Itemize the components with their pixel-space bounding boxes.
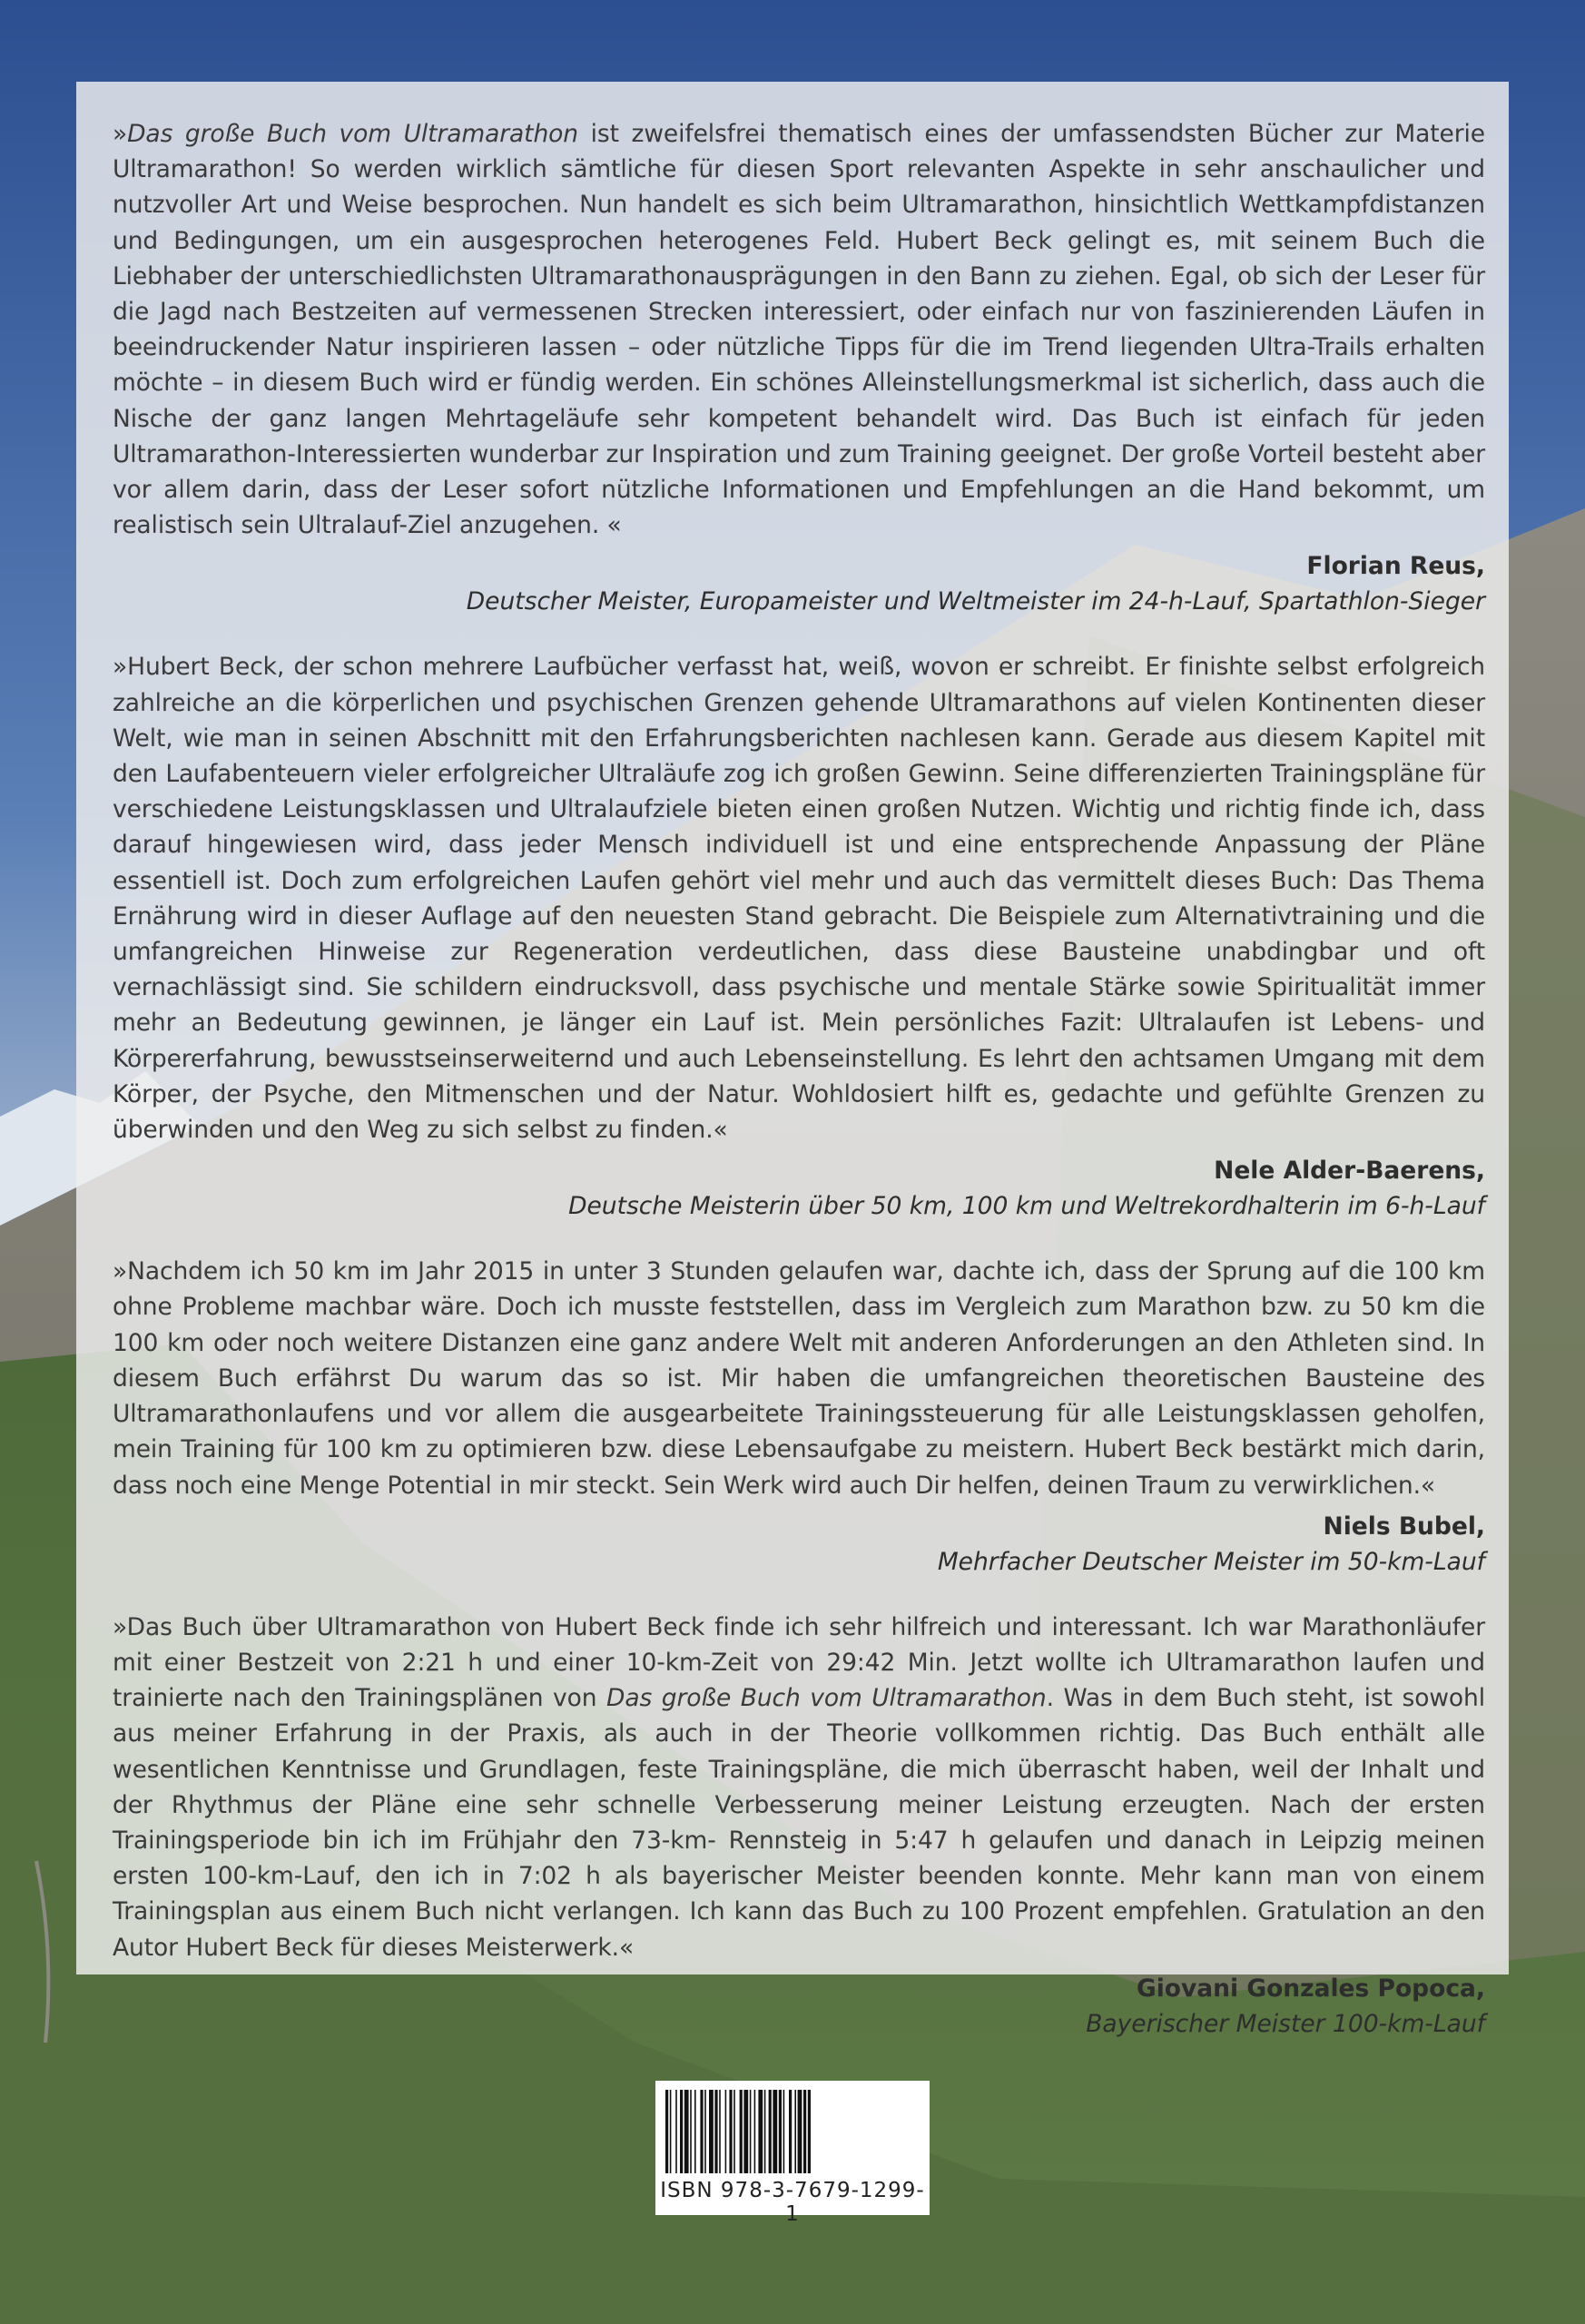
review-giovani-gonzales-popoca [113, 1610, 1485, 2042]
review-niels-bubel [113, 1254, 1485, 1579]
reviewer-name: Niels Bubel, [1323, 1512, 1485, 1541]
quote-body-end: . Was in dem Buch steht, ist sowohl aus meiner Erfahrung in der Praxis, als auch in der Theorie vollkommen richtig. Das Buch enthält alle wesentlichen Kenntnisse und Grundlagen, feste Trainingspläne, die mich überrascht haben, weil der Inhalt und der Rhythmus der Pläne eine sehr schnelle Verbesserung meiner Leistung erzeugten. Nach der ersten Trainingsperiode bin ich im Frühjahr den 73-km- Rennsteig in 5:47 h gelaufen und danach in Leipzig meinen ersten 100-km-Lauf, den ich in 7:02 h als bayerischer Meister beenden konnte. Mehr kann man von einem Trainingsplan aus einem Buch nicht verlangen. Ich kann das Buch zu 100 Prozent empfehlen. Gratulation an den Autor Hubert Beck für dieses Meisterwerk.« [113, 1684, 1485, 1962]
review-text: »Nachdem ich 50 km im Jahr 2015 in unter 3 Stunden gelaufen war, dachte ich, dass der Sprung auf die 100 km ohne Probleme machbar wäre. Doch ich musste feststellen, dass im Vergleich zum Marathon bzw. zu 50 km die 100 km oder noch weitere Distanzen eine ganz andere Welt mit anderen Anforderungen an den Athleten sind. In diesem Buch erfährst Du warum das so ist. Mir haben die umfangreichen theoretischen Bausteine des Ultramarathonlaufens und vor allem die ausgearbeitete Trainingssteuerung für alle Leistungsklassen geholfen, mein Training für 100 km zu optimieren bzw. diese Lebensaufgabe zu meistern. Hubert Beck bestärkt mich darin, dass noch eine Menge Potential in mir steckt. Sein Werk wird auch Dir helfen, deinen Traum zu verwirklichen.« [113, 1257, 1485, 1500]
reviewer-role: Deutsche Meisterin über 50 km, 100 km und Weltrekordhalterin im 6-h-Lauf [568, 1192, 1485, 1221]
barcode-bars [665, 2090, 920, 2176]
barcode [655, 2081, 930, 2226]
review-attribution [113, 1153, 1485, 1224]
reviews-panel [76, 82, 1509, 2038]
reviewer-name: Nele Alder-Baerens, [1214, 1157, 1485, 1186]
review-text: »Hubert Beck, der schon mehrere Laufbücher verfasst hat, weiß, wovon er schreibt. Er finishte selbst erfolgreich zahlreiche an die körperlichen und psychischen Grenzen gehende Ultramarathons auf vielen Kontinenten dieser Welt, wie man in seinen Abschnitt mit den Erfahrungsberichten nachlesen kann. Gerade aus diesem Kapitel mit den Laufabenteuern vieler erfolgreicher Ultraläufe zog ich großen Gewinn. Seine differenzierten Trainingspläne für verschiedene Leistungsklassen und Ultralaufziele bieten einen großen Nutzen. Wichtig und richtig finde ich, dass darauf hingewiesen wird, dass jeder Mensch individuell ist und eine entsprechende Anpassung der Pläne essentiell ist. Doch zum erfolgreichen Laufen gehört viel mehr und auch das vermittelt dieses Buch: Das Thema Ernährung wird in dieser Auflage auf den neuesten Stand gebracht. Die Beispiele zum Alternativtraining und die umfangreichen Hinweise zur Regeneration verdeutlichen, dass diese Bausteine unabdingbar und oft vernachlässigt sind. Sie schildern eindrucksvoll, dass psychische und mentale Stärke sowie Spiritualität immer mehr an Bedeutung gewinnen, je länger ein Lauf ist. Mein persönliches Fazit: Ultralaufen ist Lebens- und Körpererfahrung, bewusstseinserweiternd und auch Lebenseinstellung. Es lehrt den achtsamen Umgang mit dem Körper, der Psyche, den Mitmenschen und der Natur. Wohldosiert hilft es, gedachte und gefühlte Grenzen zu überwinden und den Weg zu sich selbst zu finden.« [113, 653, 1485, 1145]
review-attribution [113, 548, 1485, 619]
review-attribution [113, 1509, 1485, 1580]
review-florian-reus [113, 116, 1485, 619]
review-text [113, 116, 1485, 543]
quote-body: ist zweifelsfrei thematisch eines der umfassendsten Bücher zur Materie Ultramarathon! So werden wirklich sämtliche für diesen Sport relevanten Aspekte in sehr anschaulicher und nutzvoller Art und Weise besprochen. Nun handelt es sich beim Ultramarathon, hinsichtlich Wettkampfdistanzen und Bedingungen, um ein ausgesprochen heterogenes Feld. Hubert Beck gelingt es, mit seinem Buch die Liebhaber der unterschiedlichsten Ultramarathonausprägungen in den Bann zu ziehen. Egal, ob sich der Leser für die Jagd nach Bestzeiten auf vermessenen Strecken interessiert, oder einfach nur von faszinierenden Läufen in beeindruckender Natur inspirieren lassen – oder nützliche Tipps für die im Trend liegenden Ultra-Trails erhalten möchte – in diesem Buch wird er fündig werden. Ein schönes Alleinstellungsmerkmal ist sicherlich, dass auch die Nische der ganz langen Mehrtageläufe sehr kompetent behandelt wird. Das Buch ist einfach für jeden Ultramarathon-Interessierten wunderbar zur Inspiration und zum Training geeignet. Der große Vorteil besteht aber vor allem darin, dass der Leser sofort nützliche Informationen und Empfehlungen an die Hand bekommt, um realistisch sein Ultralauf-Ziel anzugehen. « [113, 120, 1485, 540]
review-text [113, 1610, 1485, 1965]
book-title: Das große Buch vom Ultramarathon [606, 1684, 1047, 1713]
isbn-label: ISBN 978-3-7679-1299-1 [660, 2179, 925, 2226]
review-attribution [113, 1971, 1485, 2042]
quote-body-start: »Das Buch über Ultramarathon von Hubert Beck finde ich sehr hilfreich und interessant. Ich war Marathonläufer mit einer Bestzeit von 2:21 h und einer 10-km-Zeit von 29:42 Min. Jetzt wollte ich Ultramarathon laufen und trainierte nach den Trainingsplänen von [113, 1612, 1485, 1713]
reviewer-role: Deutscher Meister, Europameister und Weltmeister im 24-h-Lauf, Spartathlon-Sieger [466, 587, 1485, 616]
reviewer-role: Bayerischer Meister 100-km-Lauf [1086, 2009, 1485, 2038]
reviewer-name: Giovani Gonzales Popoca, [1136, 1974, 1485, 2003]
review-nele-alder-baerens [113, 649, 1485, 1224]
reviewer-name: Florian Reus, [1306, 552, 1485, 581]
reviewer-role: Mehrfacher Deutscher Meister im 50-km-Lauf [937, 1547, 1485, 1576]
quote-open: » [113, 120, 128, 148]
book-title: Das große Buch vom Ultramarathon [127, 120, 578, 148]
